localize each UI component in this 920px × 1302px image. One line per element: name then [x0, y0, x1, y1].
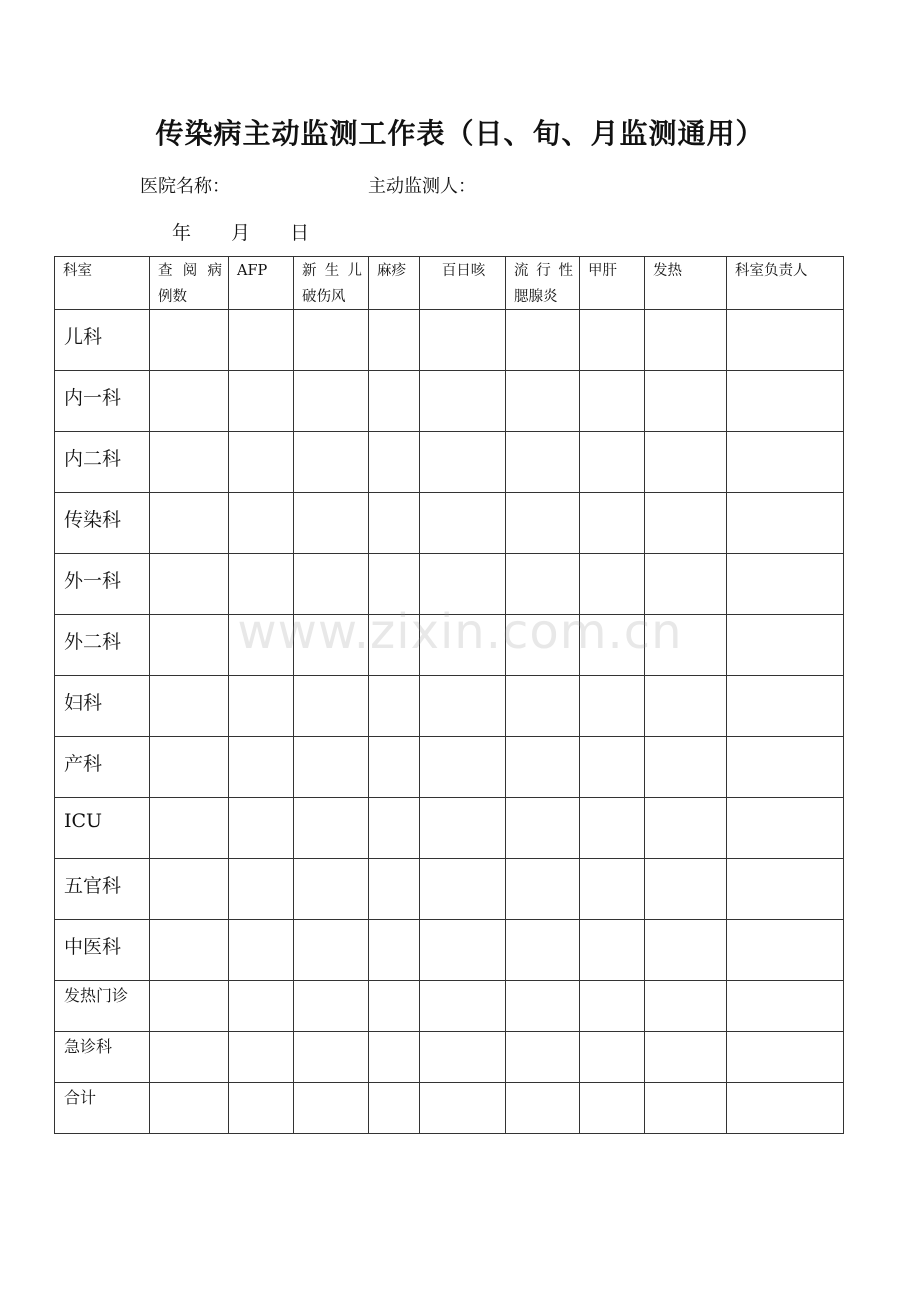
entry-cell[interactable] — [420, 798, 506, 859]
page-title: 传染病主动监测工作表（日、旬、月监测通用） — [155, 117, 765, 150]
department-cell: 外一科 — [55, 554, 150, 615]
entry-cell[interactable] — [420, 310, 506, 371]
col-header-pertussis: 百日咳 — [420, 257, 506, 310]
entry-cell[interactable] — [294, 859, 369, 920]
entry-cell[interactable] — [294, 981, 369, 1032]
department-cell: 内二科 — [55, 432, 150, 493]
entry-cell[interactable] — [727, 859, 844, 920]
entry-cell[interactable] — [294, 1083, 369, 1134]
col-header-reviewed-cases: 查阅病 例数 — [150, 257, 229, 310]
table-row — [55, 493, 844, 554]
entry-cell[interactable] — [294, 371, 369, 432]
col-header-neonatal-tetanus: 新生儿 破伤风 — [294, 257, 369, 310]
department-cell: 中医科 — [55, 920, 150, 981]
table-row — [55, 798, 844, 859]
entry-cell[interactable] — [294, 310, 369, 371]
entry-cell[interactable] — [294, 554, 369, 615]
entry-cell[interactable] — [506, 371, 580, 432]
table-row — [55, 371, 844, 432]
department-cell: 五官科 — [55, 859, 150, 920]
entry-cell[interactable] — [645, 798, 727, 859]
entry-cell[interactable] — [645, 554, 727, 615]
entry-cell[interactable] — [580, 554, 645, 615]
entry-cell[interactable] — [580, 920, 645, 981]
entry-cell[interactable] — [506, 798, 580, 859]
entry-cell[interactable] — [506, 432, 580, 493]
department-cell: 传染科 — [55, 493, 150, 554]
entry-cell[interactable] — [506, 554, 580, 615]
entry-cell[interactable] — [645, 676, 727, 737]
entry-cell[interactable] — [229, 676, 294, 737]
entry-cell[interactable] — [727, 554, 844, 615]
entry-cell[interactable] — [420, 554, 506, 615]
table-row — [55, 737, 844, 798]
entry-cell[interactable] — [150, 798, 229, 859]
entry-cell[interactable] — [420, 615, 506, 676]
date-year-label: 年 — [172, 222, 192, 244]
entry-cell[interactable] — [727, 1083, 844, 1134]
col-header-hepatitis-a: 甲肝 — [580, 257, 645, 310]
entry-cell[interactable] — [294, 737, 369, 798]
entry-cell[interactable] — [645, 310, 727, 371]
entry-cell[interactable] — [645, 371, 727, 432]
entry-cell[interactable] — [150, 554, 229, 615]
col-header-fever: 发热 — [645, 257, 727, 310]
entry-cell[interactable] — [645, 493, 727, 554]
entry-cell[interactable] — [150, 737, 229, 798]
department-cell: 产科 — [55, 737, 150, 798]
entry-cell[interactable] — [369, 737, 420, 798]
entry-cell[interactable] — [369, 981, 420, 1032]
entry-cell[interactable] — [727, 676, 844, 737]
entry-cell[interactable] — [294, 676, 369, 737]
department-cell: 儿科 — [55, 310, 150, 371]
col-header-mumps: 流行性 腮腺炎 — [506, 257, 580, 310]
entry-cell[interactable] — [506, 310, 580, 371]
entry-cell[interactable] — [369, 1032, 420, 1083]
entry-cell[interactable] — [420, 676, 506, 737]
entry-cell[interactable] — [150, 493, 229, 554]
entry-cell[interactable] — [150, 371, 229, 432]
monitor-person-label: 主动监测人： — [368, 176, 476, 197]
entry-cell[interactable] — [294, 432, 369, 493]
entry-cell[interactable] — [727, 493, 844, 554]
department-cell: ICU — [55, 798, 150, 859]
entry-cell[interactable] — [420, 371, 506, 432]
department-cell: 发热门诊 — [55, 981, 150, 1032]
entry-cell[interactable] — [580, 310, 645, 371]
entry-cell[interactable] — [420, 859, 506, 920]
entry-cell[interactable] — [369, 432, 420, 493]
entry-cell[interactable] — [506, 859, 580, 920]
entry-cell[interactable] — [150, 676, 229, 737]
date-day-label: 日 — [290, 222, 310, 244]
entry-cell[interactable] — [580, 859, 645, 920]
entry-cell[interactable] — [229, 1083, 294, 1134]
entry-cell[interactable] — [645, 1083, 727, 1134]
entry-cell[interactable] — [369, 493, 420, 554]
entry-cell[interactable] — [727, 981, 844, 1032]
entry-cell[interactable] — [229, 615, 294, 676]
entry-cell[interactable] — [229, 310, 294, 371]
entry-cell[interactable] — [727, 310, 844, 371]
entry-cell[interactable] — [727, 920, 844, 981]
table-row — [55, 1032, 844, 1083]
col-header-afp: AFP — [229, 257, 294, 310]
entry-cell[interactable] — [229, 554, 294, 615]
entry-cell[interactable] — [229, 737, 294, 798]
table-row — [55, 859, 844, 920]
table-row — [55, 432, 844, 493]
entry-cell[interactable] — [369, 676, 420, 737]
entry-cell[interactable] — [150, 920, 229, 981]
entry-cell[interactable] — [150, 1083, 229, 1134]
monitoring-table — [54, 256, 844, 1134]
entry-cell[interactable] — [150, 1032, 229, 1083]
entry-cell[interactable] — [506, 1032, 580, 1083]
entry-cell[interactable] — [229, 493, 294, 554]
department-cell: 内一科 — [55, 371, 150, 432]
col-header-dept-head: 科室负责人 — [727, 257, 844, 310]
entry-cell[interactable] — [580, 371, 645, 432]
entry-cell[interactable] — [645, 920, 727, 981]
entry-cell[interactable] — [580, 615, 645, 676]
hospital-name-label: 医院名称： — [140, 176, 230, 197]
entry-cell[interactable] — [506, 737, 580, 798]
entry-cell[interactable] — [580, 737, 645, 798]
table-row — [55, 676, 844, 737]
entry-cell[interactable] — [506, 920, 580, 981]
entry-cell[interactable] — [645, 615, 727, 676]
entry-cell[interactable] — [369, 859, 420, 920]
entry-cell[interactable] — [229, 798, 294, 859]
entry-cell[interactable] — [150, 859, 229, 920]
entry-cell[interactable] — [727, 798, 844, 859]
table-row — [55, 920, 844, 981]
entry-cell[interactable] — [420, 1083, 506, 1134]
entry-cell[interactable] — [294, 920, 369, 981]
entry-cell[interactable] — [369, 1083, 420, 1134]
entry-cell[interactable] — [150, 310, 229, 371]
entry-cell[interactable] — [645, 432, 727, 493]
entry-cell[interactable] — [229, 920, 294, 981]
entry-cell[interactable] — [727, 371, 844, 432]
entry-cell[interactable] — [506, 1083, 580, 1134]
entry-cell[interactable] — [580, 798, 645, 859]
entry-cell[interactable] — [420, 493, 506, 554]
entry-cell[interactable] — [727, 432, 844, 493]
entry-cell[interactable] — [727, 1032, 844, 1083]
entry-cell[interactable] — [727, 615, 844, 676]
entry-cell[interactable] — [420, 1032, 506, 1083]
entry-cell[interactable] — [506, 493, 580, 554]
watermark-text: www.zixin.com.cn — [237, 604, 683, 660]
entry-cell[interactable] — [580, 493, 645, 554]
entry-cell[interactable] — [580, 981, 645, 1032]
department-cell: 合计 — [55, 1083, 150, 1134]
entry-cell[interactable] — [369, 615, 420, 676]
table-row — [55, 554, 844, 615]
entry-cell[interactable] — [369, 310, 420, 371]
entry-cell[interactable] — [645, 1032, 727, 1083]
entry-cell[interactable] — [294, 615, 369, 676]
department-cell: 急诊科 — [55, 1032, 150, 1083]
entry-cell[interactable] — [369, 798, 420, 859]
entry-cell[interactable] — [369, 554, 420, 615]
entry-cell[interactable] — [580, 1032, 645, 1083]
entry-cell[interactable] — [229, 371, 294, 432]
date-month-label: 月 — [231, 222, 251, 244]
entry-cell[interactable] — [420, 981, 506, 1032]
date-line — [172, 218, 309, 245]
department-cell: 妇科 — [55, 676, 150, 737]
entry-cell[interactable] — [150, 615, 229, 676]
entry-cell[interactable] — [420, 432, 506, 493]
table-row — [55, 615, 844, 676]
entry-cell[interactable] — [294, 493, 369, 554]
entry-cell[interactable] — [420, 920, 506, 981]
entry-cell[interactable] — [229, 859, 294, 920]
entry-cell[interactable] — [229, 432, 294, 493]
entry-cell[interactable] — [580, 676, 645, 737]
entry-cell[interactable] — [645, 737, 727, 798]
entry-cell[interactable] — [294, 1032, 369, 1083]
col-header-department: 科室 — [55, 257, 150, 310]
header-row — [55, 257, 844, 310]
entry-cell[interactable] — [229, 1032, 294, 1083]
entry-cell[interactable] — [229, 981, 294, 1032]
entry-cell[interactable] — [727, 737, 844, 798]
department-cell: 外二科 — [55, 615, 150, 676]
entry-cell[interactable] — [294, 798, 369, 859]
entry-cell[interactable] — [506, 981, 580, 1032]
table-row — [55, 310, 844, 371]
entry-cell[interactable] — [150, 981, 229, 1032]
entry-cell[interactable] — [580, 1083, 645, 1134]
table-row — [55, 981, 844, 1032]
entry-cell[interactable] — [580, 432, 645, 493]
entry-cell[interactable] — [506, 615, 580, 676]
entry-cell[interactable] — [150, 432, 229, 493]
entry-cell[interactable] — [645, 981, 727, 1032]
entry-cell[interactable] — [645, 859, 727, 920]
col-header-measles: 麻疹 — [369, 257, 420, 310]
entry-cell[interactable] — [506, 676, 580, 737]
entry-cell[interactable] — [420, 737, 506, 798]
table-row — [55, 1083, 844, 1134]
entry-cell[interactable] — [369, 371, 420, 432]
entry-cell[interactable] — [369, 920, 420, 981]
